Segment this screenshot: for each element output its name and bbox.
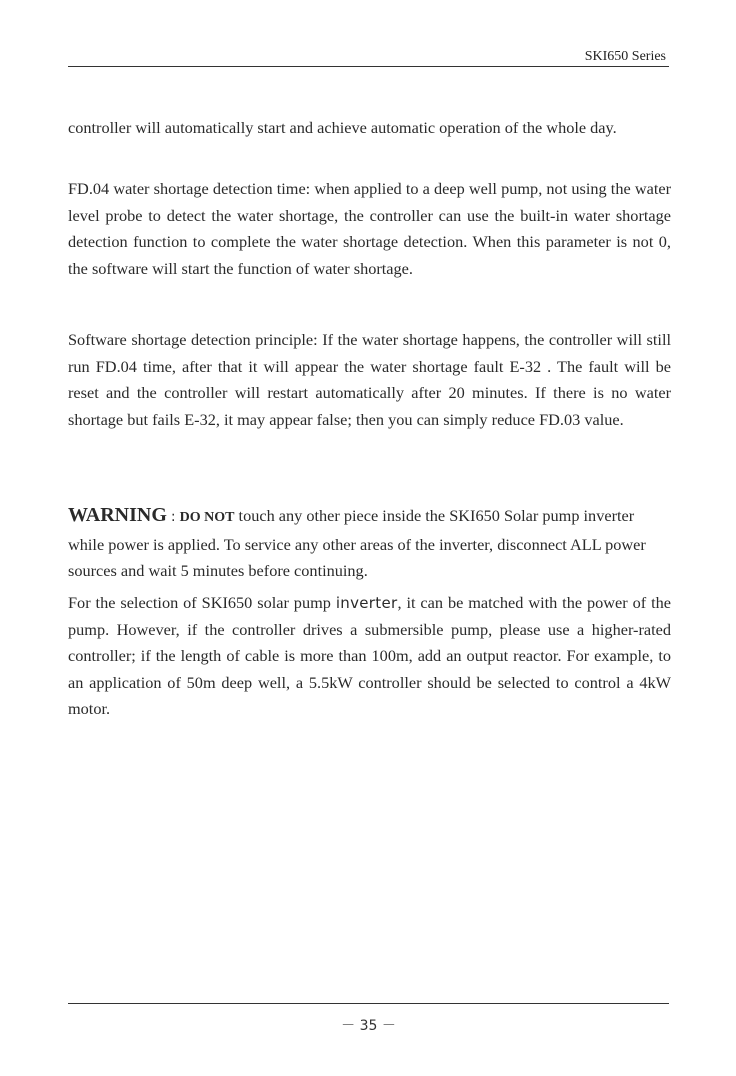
warning-do-not: DO NOT xyxy=(179,510,235,525)
warning-paragraph xyxy=(68,502,671,585)
warning-text: touch any other piece inside the SKI650 Solar pump inverter while power is applied. To service any other areas of the inverter, disconnect ALL power sources and wait 5 minutes before continuing. xyxy=(68,506,646,580)
selection-inverter-word: inverter xyxy=(335,594,398,612)
selection-text-part2: , it can be matched with the power of the pump. However, if the controller drives a submersible pump, please use a higher-rated controller; if the length of cable is more than 100m, add an output reactor. For example, to an application of 50m deep well, a 5.5kW controller should be selected to control a 4kW motor. xyxy=(68,593,671,718)
warning-colon: : xyxy=(170,509,176,525)
header-series-title: SKI650 Series xyxy=(584,49,666,64)
paragraph-selection xyxy=(68,590,671,723)
paragraph-continuation: controller will automatically start and achieve automatic operation of the whole day. xyxy=(68,118,617,137)
page-header xyxy=(68,48,669,67)
page-number: － 35 － xyxy=(341,1018,396,1034)
warning-label: WARNING xyxy=(68,504,167,526)
paragraph-fd04-detection-time: FD.04 water shortage detection time: when applied to a deep well pump, not using the water level probe to detect the water shortage, the controller can use the built-in water shortage detection function to complete the water shortage detection. When this parameter is not 0, the software will start the function of water shortage. xyxy=(68,179,671,278)
paragraph-detection-principle: Software shortage detection principle: If the water shortage happens, the controller will still run FD.04 time, after that it will appear the water shortage fault E-32 . The fault will be reset and the controller will restart automatically after 20 minutes. If there is no water shortage but fails E-32, it may appear false; then you can simply reduce FD.03 value. xyxy=(68,330,671,429)
selection-text-part1: For the selection of SKI650 solar pump xyxy=(68,593,336,612)
page-footer xyxy=(68,1003,669,1034)
